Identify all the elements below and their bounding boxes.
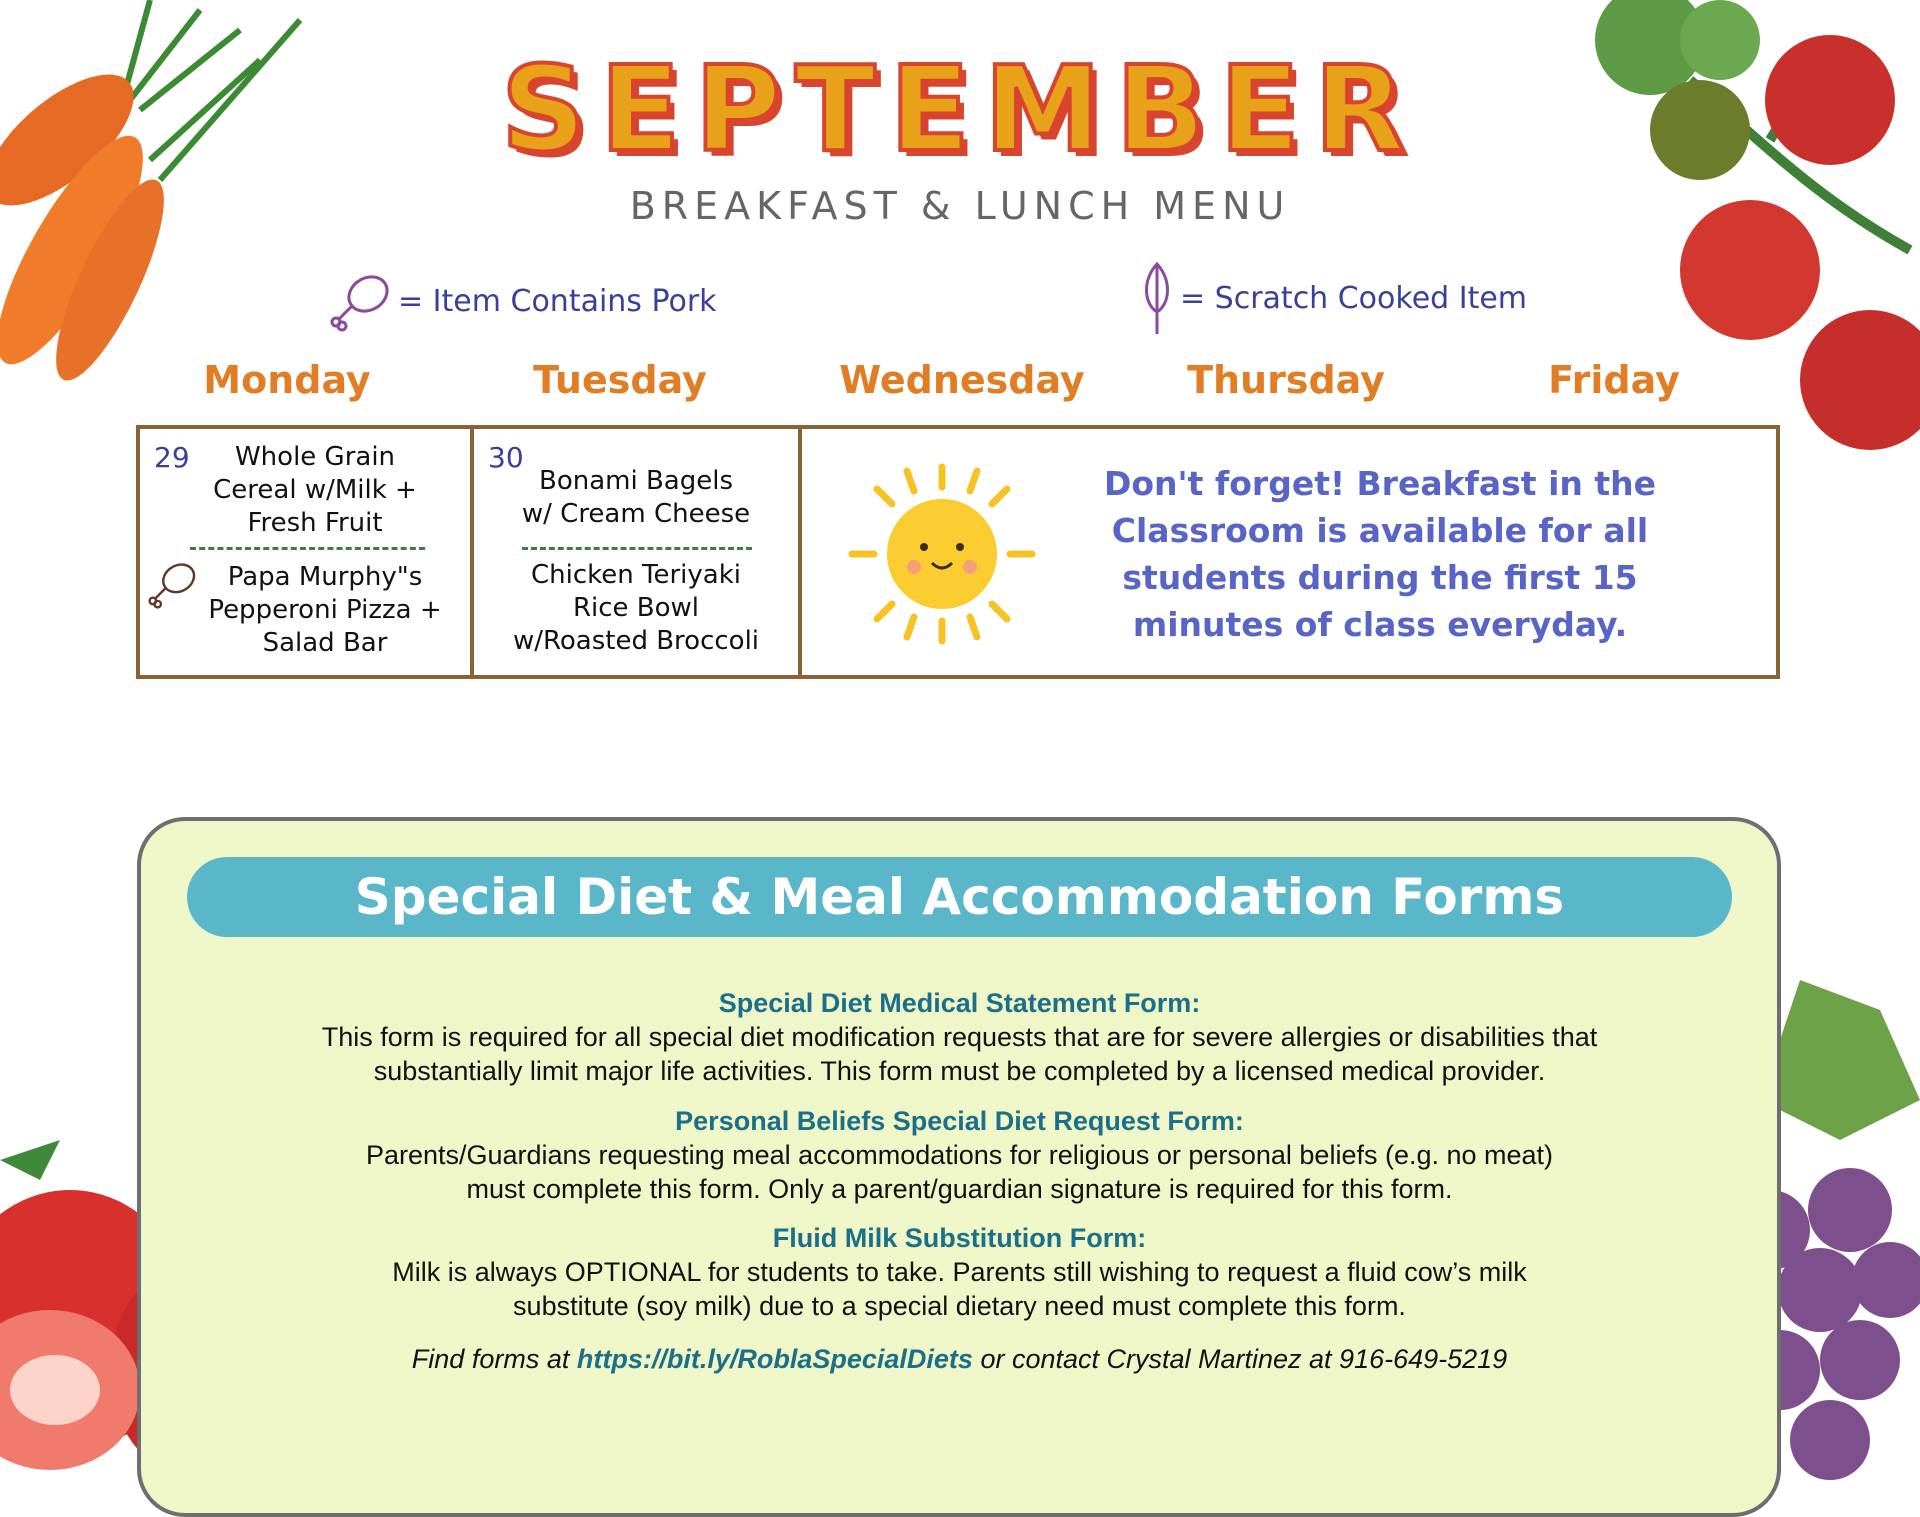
meal-divider (190, 547, 425, 550)
menu-cell-monday (140, 429, 470, 675)
tuesday-breakfast: Bonami Bagels w/ Cream Cheese (521, 466, 751, 529)
ham-leg-icon (330, 270, 392, 332)
day-header-monday: Monday (203, 358, 371, 402)
page-title: SEPTEMBER (500, 40, 1419, 178)
day-header-tuesday: Tuesday (533, 358, 707, 402)
legend-scratch-label: = Scratch Cooked Item (1180, 280, 1528, 316)
whisk-icon (1140, 260, 1174, 336)
menu-cell-tuesday (470, 429, 798, 675)
date-monday: 29 (154, 441, 190, 474)
forms-link[interactable]: https://bit.ly/RoblaSpecialDiets (576, 1344, 973, 1374)
tuesday-lunch: Chicken Teriyaki Rice Bowl w/Roasted Broccoli (512, 560, 760, 656)
find-forms-line: Find forms at https://bit.ly/RoblaSpecialDiets or contact Crystal Martinez at 916-649-5219 (411, 1344, 1508, 1374)
legend-pork (330, 270, 717, 332)
page-subtitle: BREAKFAST & LUNCH MENU (629, 184, 1291, 228)
monday-breakfast: Whole Grain Cereal w/Milk + Fresh Fruit (213, 442, 417, 538)
meal-divider (522, 547, 752, 550)
form-fluid-milk-title: Fluid Milk Substitution Form: (772, 1223, 1147, 1253)
form-medical-title: Special Diet Medical Statement Form: (718, 988, 1201, 1018)
legend-scratch (1140, 260, 1527, 336)
date-tuesday: 30 (488, 441, 524, 474)
day-header-thursday: Thursday (1187, 358, 1385, 402)
sun-icon (842, 459, 1042, 649)
form-personal-beliefs-title: Personal Beliefs Special Diet Request Form: (675, 1106, 1244, 1136)
form-medical: Special Diet Medical Statement Form: This form is required for all special diet modification requests that are for severe allergies or disabilities that substantially limit major life activities. This form must be completed by a licensed medical provider. (187, 986, 1732, 1088)
day-header-friday: Friday (1548, 358, 1680, 402)
forms-banner: Special Diet & Meal Accommodation Forms (187, 857, 1732, 937)
form-personal-beliefs: Personal Beliefs Special Diet Request Form: Parents/Guardians requesting meal accommodations for religious or personal beliefs (e.g. no meat) must complete this form. Only a parent/guardian signature is required for this form. (187, 1104, 1732, 1206)
breakfast-note: Don't forget! Breakfast in the Classroom is available for all students during the first 15 minutes of class everyday. (1103, 464, 1657, 644)
legend-pork-label: = Item Contains Pork (398, 283, 717, 319)
form-fluid-milk: Fluid Milk Substitution Form: Milk is always OPTIONAL for students to take. Parents still wishing to request a fluid cow’s milk substitute (soy milk) due to a special dietary need must complete this form. (187, 1221, 1732, 1323)
day-header-wednesday: Wednesday (839, 358, 1085, 402)
monday-lunch: Papa Murphy"s Pepperoni Pizza + Salad Bar (208, 562, 442, 658)
